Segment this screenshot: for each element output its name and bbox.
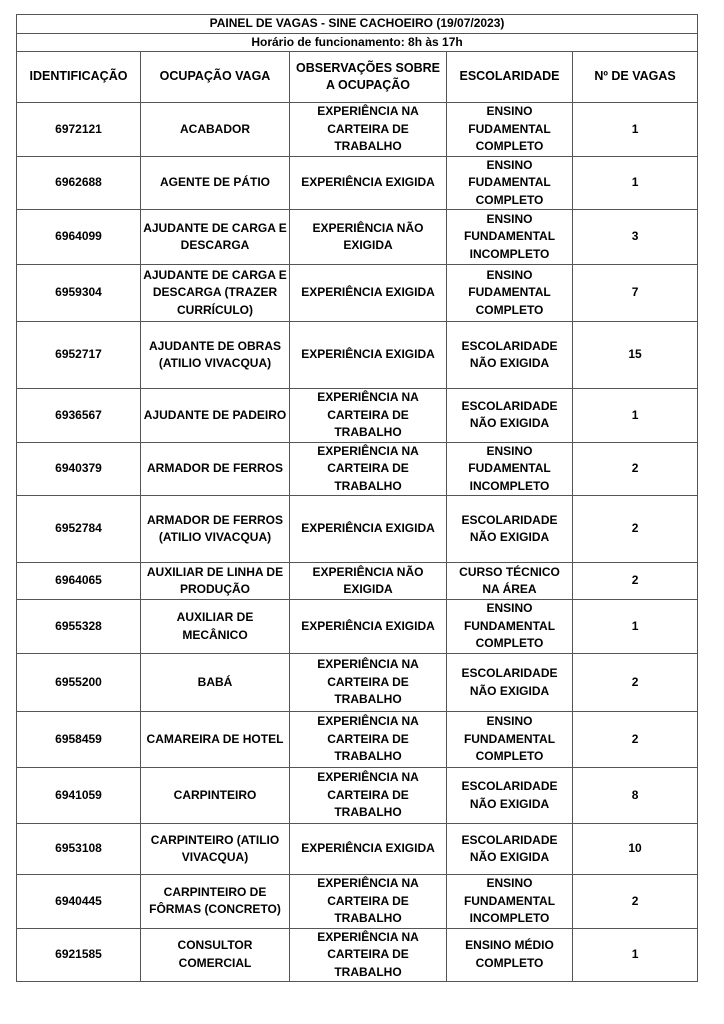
column-header-education: ESCOLARIDADE: [447, 52, 573, 103]
cell-notes: EXPERIÊNCIA EXIGIDA: [290, 824, 447, 875]
cell-notes: EXPERIÊNCIA NA CARTEIRA DE TRABALHO: [290, 768, 447, 824]
table-row: [17, 322, 698, 389]
table-row: [17, 156, 698, 210]
cell-occupation: AJUDANTE DE OBRAS (ATILIO VIVACQUA): [141, 322, 290, 389]
table-row: [17, 768, 698, 824]
cell-id: 6955200: [17, 654, 141, 712]
cell-education: ENSINO FUDAMENTAL INCOMPLETO: [447, 442, 573, 496]
cell-notes: EXPERIÊNCIA NÃO EXIGIDA: [290, 563, 447, 600]
cell-notes: EXPERIÊNCIA NA CARTEIRA DE TRABALHO: [290, 442, 447, 496]
cell-occupation: AGENTE DE PÁTIO: [141, 156, 290, 210]
cell-education: ENSINO MÉDIO COMPLETO: [447, 928, 573, 982]
cell-vacancies: 8: [573, 768, 698, 824]
cell-occupation: CONSULTOR COMERCIAL: [141, 928, 290, 982]
table-row: [17, 442, 698, 496]
cell-id: 6955328: [17, 600, 141, 654]
table-row: [17, 103, 698, 157]
cell-vacancies: 1: [573, 600, 698, 654]
cell-education: ENSINO FUNDAMENTAL COMPLETO: [447, 712, 573, 768]
cell-education: ESCOLARIDADE NÃO EXIGIDA: [447, 389, 573, 443]
table-row: [17, 600, 698, 654]
cell-occupation: ARMADOR DE FERROS: [141, 442, 290, 496]
cell-id: 6959304: [17, 265, 141, 322]
cell-id: 6952784: [17, 496, 141, 563]
opening-hours: Horário de funcionamento: 8h às 17h: [17, 33, 698, 52]
cell-id: 6962688: [17, 156, 141, 210]
table-row: [17, 712, 698, 768]
cell-vacancies: 3: [573, 210, 698, 265]
cell-notes: EXPERIÊNCIA EXIGIDA: [290, 265, 447, 322]
cell-notes: EXPERIÊNCIA NA CARTEIRA DE TRABALHO: [290, 712, 447, 768]
cell-id: 6958459: [17, 712, 141, 768]
cell-vacancies: 2: [573, 712, 698, 768]
cell-id: 6941059: [17, 768, 141, 824]
cell-occupation: CAMAREIRA DE HOTEL: [141, 712, 290, 768]
cell-occupation: CARPINTEIRO: [141, 768, 290, 824]
cell-education: ENSINO FUDAMENTAL COMPLETO: [447, 265, 573, 322]
cell-notes: EXPERIÊNCIA NA CARTEIRA DE TRABALHO: [290, 103, 447, 157]
cell-notes: EXPERIÊNCIA EXIGIDA: [290, 496, 447, 563]
cell-vacancies: 2: [573, 442, 698, 496]
cell-id: 6940379: [17, 442, 141, 496]
cell-vacancies: 1: [573, 156, 698, 210]
cell-id: 6972121: [17, 103, 141, 157]
cell-education: ESCOLARIDADE NÃO EXIGIDA: [447, 824, 573, 875]
cell-occupation: ACABADOR: [141, 103, 290, 157]
cell-id: 6921585: [17, 928, 141, 982]
column-header-row: [17, 52, 698, 103]
column-header-id: IDENTIFICAÇÃO: [17, 52, 141, 103]
cell-education: ENSINO FUNDAMENTAL COMPLETO: [447, 600, 573, 654]
cell-id: 6952717: [17, 322, 141, 389]
cell-id: 6953108: [17, 824, 141, 875]
job-panel-sheet: [16, 14, 697, 982]
cell-notes: EXPERIÊNCIA NA CARTEIRA DE TRABALHO: [290, 928, 447, 982]
cell-vacancies: 7: [573, 265, 698, 322]
table-row: [17, 824, 698, 875]
panel-title: PAINEL DE VAGAS - SINE CACHOEIRO (19/07/2023): [17, 15, 698, 34]
table-row: [17, 654, 698, 712]
cell-vacancies: 2: [573, 496, 698, 563]
cell-education: ENSINO FUDAMENTAL COMPLETO: [447, 103, 573, 157]
cell-id: 6940445: [17, 875, 141, 929]
table-row: [17, 389, 698, 443]
hours-row: [17, 33, 698, 52]
cell-notes: EXPERIÊNCIA NA CARTEIRA DE TRABALHO: [290, 875, 447, 929]
column-header-vacancies: Nº DE VAGAS: [573, 52, 698, 103]
table-row: [17, 265, 698, 322]
title-row: [17, 15, 698, 34]
cell-education: ESCOLARIDADE NÃO EXIGIDA: [447, 768, 573, 824]
cell-vacancies: 2: [573, 875, 698, 929]
cell-notes: EXPERIÊNCIA EXIGIDA: [290, 156, 447, 210]
table-row: [17, 496, 698, 563]
cell-education: ESCOLARIDADE NÃO EXIGIDA: [447, 496, 573, 563]
cell-education: ENSINO FUNDAMENTAL INCOMPLETO: [447, 210, 573, 265]
cell-vacancies: 1: [573, 928, 698, 982]
cell-notes: EXPERIÊNCIA NA CARTEIRA DE TRABALHO: [290, 389, 447, 443]
table-row: [17, 210, 698, 265]
cell-vacancies: 1: [573, 389, 698, 443]
cell-vacancies: 15: [573, 322, 698, 389]
column-header-occupation: OCUPAÇÃO VAGA: [141, 52, 290, 103]
cell-vacancies: 2: [573, 563, 698, 600]
cell-education: ESCOLARIDADE NÃO EXIGIDA: [447, 654, 573, 712]
cell-notes: EXPERIÊNCIA EXIGIDA: [290, 600, 447, 654]
cell-vacancies: 10: [573, 824, 698, 875]
cell-occupation: AJUDANTE DE CARGA E DESCARGA: [141, 210, 290, 265]
cell-occupation: BABÁ: [141, 654, 290, 712]
cell-notes: EXPERIÊNCIA EXIGIDA: [290, 322, 447, 389]
cell-education: ENSINO FUNDAMENTAL INCOMPLETO: [447, 875, 573, 929]
table-row: [17, 928, 698, 982]
cell-occupation: AJUDANTE DE PADEIRO: [141, 389, 290, 443]
cell-id: 6936567: [17, 389, 141, 443]
cell-vacancies: 1: [573, 103, 698, 157]
table-row: [17, 875, 698, 929]
cell-notes: EXPERIÊNCIA NÃO EXIGIDA: [290, 210, 447, 265]
cell-id: 6964065: [17, 563, 141, 600]
cell-occupation: CARPINTEIRO (ATILIO VIVACQUA): [141, 824, 290, 875]
cell-vacancies: 2: [573, 654, 698, 712]
cell-occupation: AUXILIAR DE MECÂNICO: [141, 600, 290, 654]
cell-education: ESCOLARIDADE NÃO EXIGIDA: [447, 322, 573, 389]
job-vacancies-table: [16, 14, 698, 982]
cell-occupation: ARMADOR DE FERROS (ATILIO VIVACQUA): [141, 496, 290, 563]
cell-occupation: AJUDANTE DE CARGA E DESCARGA (TRAZER CURRÍCULO): [141, 265, 290, 322]
cell-notes: EXPERIÊNCIA NA CARTEIRA DE TRABALHO: [290, 654, 447, 712]
cell-id: 6964099: [17, 210, 141, 265]
cell-education: CURSO TÉCNICO NA ÁREA: [447, 563, 573, 600]
table-row: [17, 563, 698, 600]
cell-education: ENSINO FUDAMENTAL COMPLETO: [447, 156, 573, 210]
column-header-notes: OBSERVAÇÕES SOBRE A OCUPAÇÃO: [290, 52, 447, 103]
cell-occupation: CARPINTEIRO DE FÔRMAS (CONCRETO): [141, 875, 290, 929]
cell-occupation: AUXILIAR DE LINHA DE PRODUÇÃO: [141, 563, 290, 600]
